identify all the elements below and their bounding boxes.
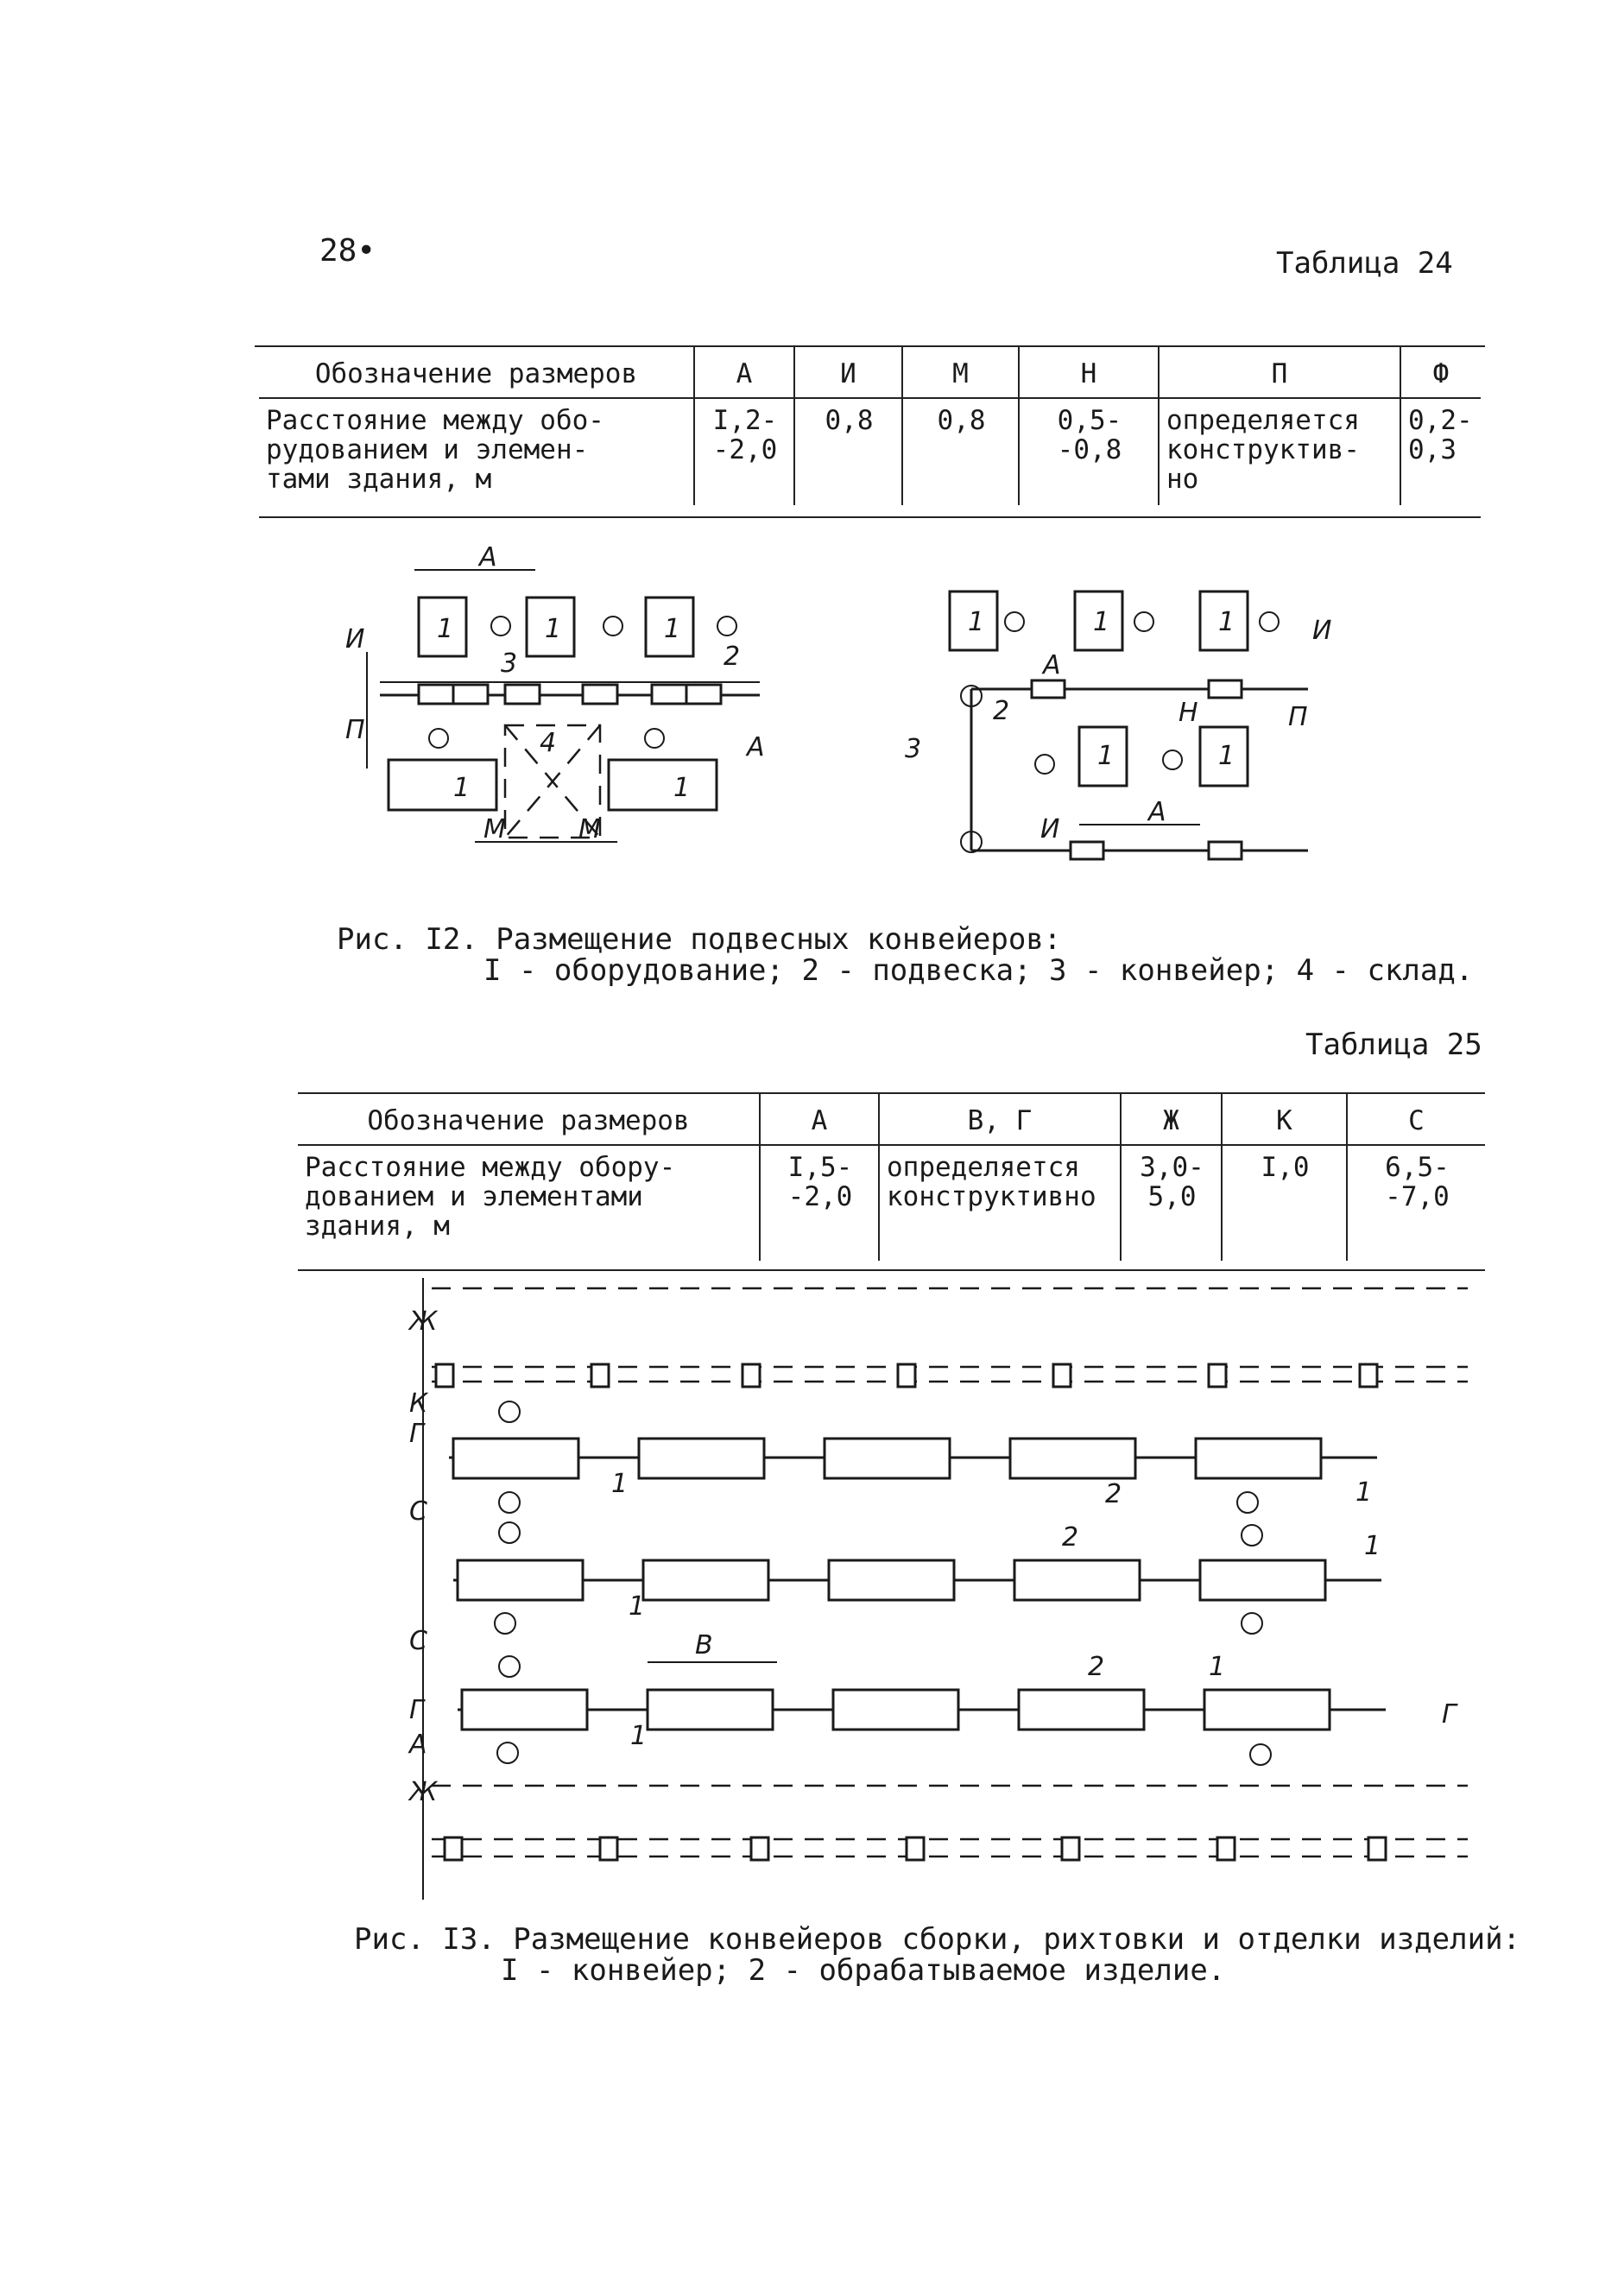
- equipment-number: 1: [1218, 607, 1235, 637]
- figure-12-left-layout: [345, 544, 765, 844]
- workpiece: [1196, 1439, 1321, 1478]
- column-icon: [1260, 612, 1279, 631]
- dimension-label: И: [1312, 616, 1332, 646]
- dimension-label: М: [578, 814, 601, 844]
- column-icon: [1237, 1492, 1258, 1513]
- callout-label: 2: [724, 642, 741, 672]
- column-icon: [1062, 1837, 1079, 1860]
- table-25-header-cell: Обозначение размеров: [298, 1094, 760, 1145]
- hanger: [686, 685, 721, 704]
- equipment-number: 1: [437, 614, 454, 644]
- hanger: [1071, 842, 1103, 859]
- conveyor-line-1: [449, 1439, 1377, 1478]
- equipment-number: 1: [664, 614, 681, 644]
- dimension-label: П: [1288, 702, 1308, 732]
- table-24-value-cell: 0,2- 0,3: [1400, 398, 1481, 505]
- workpiece: [833, 1690, 958, 1730]
- table-24-label: Таблица 24: [1276, 246, 1453, 281]
- column-icon: [429, 729, 448, 748]
- equipment-number: 1: [968, 607, 985, 637]
- conveyor-line-2: [453, 1560, 1381, 1600]
- table-24-value-cell: 0,8: [794, 398, 902, 505]
- workpiece: [1010, 1439, 1135, 1478]
- table-25-param-cell: Расстояние между обору- дованием и элементами здания, м: [305, 1152, 676, 1242]
- equipment-number: 1: [673, 773, 691, 803]
- table-25: [298, 1094, 1485, 1261]
- table-24-header-cell: П: [1159, 347, 1400, 398]
- table-25-header-row: [298, 1094, 1485, 1145]
- dimension-label: М: [483, 814, 506, 844]
- figure-13-caption: [354, 1924, 1520, 1986]
- figure-12-drawing: [328, 544, 1364, 915]
- workpiece: [1204, 1690, 1330, 1730]
- table-24-header-cell: Обозначение размеров: [259, 347, 694, 398]
- column-icon: [1242, 1525, 1262, 1546]
- table-25-value-cell: I,5- -2,0: [760, 1145, 879, 1261]
- dimension-label: А: [479, 544, 497, 572]
- table-25-label: Таблица 25: [1305, 1028, 1482, 1062]
- workpiece: [1200, 1560, 1325, 1600]
- workpiece: [643, 1560, 768, 1600]
- workpiece: [639, 1439, 764, 1478]
- dimension-label: А: [747, 732, 765, 762]
- dimension-label: Ж: [409, 1777, 438, 1807]
- conveyor-line-3: [458, 1690, 1386, 1730]
- column-icon: [742, 1364, 760, 1387]
- table-25-header-cell: Ж: [1121, 1094, 1222, 1145]
- table-24-header-cell: И: [794, 347, 902, 398]
- figure-12-caption-title: Рис. I2. Размещение подвесных конвейеров:: [337, 922, 1062, 957]
- table-24-header-cell: М: [902, 347, 1019, 398]
- page-number: 28•: [319, 233, 376, 269]
- table-24-value-cell: 0,8: [902, 398, 1019, 505]
- table-25-header-cell: К: [1222, 1094, 1347, 1145]
- callout-label: 1: [1355, 1477, 1373, 1508]
- table-24-header-row: [259, 347, 1481, 398]
- dimension-label: Н: [1179, 698, 1198, 728]
- column-icon: [1005, 612, 1024, 631]
- dimension-label: С: [409, 1626, 427, 1656]
- workpiece: [462, 1690, 587, 1730]
- column-icon: [499, 1401, 520, 1422]
- dimension-label: С: [409, 1496, 427, 1527]
- callout-label: 1: [1364, 1531, 1381, 1561]
- table-24-header-cell: Ф: [1400, 347, 1481, 398]
- dimension-label: В: [695, 1630, 713, 1660]
- dimension-label: П: [345, 715, 365, 745]
- column-icon: [1250, 1744, 1271, 1765]
- callout-label: 2: [993, 696, 1010, 726]
- callout-label: 1: [611, 1469, 629, 1499]
- callout-label: 2: [1105, 1479, 1122, 1509]
- column-icon: [591, 1364, 609, 1387]
- table-24-header-cell: Н: [1019, 347, 1159, 398]
- column-icon: [1053, 1364, 1071, 1387]
- hanger: [1032, 680, 1065, 698]
- table-24-value-cell: 0,5- -0,8: [1019, 398, 1159, 505]
- column-icon: [1035, 755, 1054, 774]
- callout-label: 2: [1062, 1522, 1079, 1553]
- workpiece: [1019, 1690, 1144, 1730]
- dimension-label: А: [409, 1730, 427, 1760]
- callout-label: 4: [540, 728, 557, 758]
- dimension-label: И: [345, 624, 365, 655]
- table-25-header-cell: В, Г: [879, 1094, 1121, 1145]
- column-icon: [600, 1837, 617, 1860]
- workpiece: [458, 1560, 583, 1600]
- equipment-number: 1: [1218, 741, 1235, 771]
- column-icon: [499, 1656, 520, 1677]
- dimension-label: А: [1043, 650, 1061, 680]
- table-25-value-cell: 3,0- 5,0: [1121, 1145, 1222, 1261]
- figure-13-caption-title: Рис. I3. Размещение конвейеров сборки, рихтовки и отделки изделий:: [354, 1922, 1521, 1957]
- column-icon: [1134, 612, 1153, 631]
- callout-label: 1: [629, 1591, 646, 1622]
- dimension-label: Г: [1442, 1699, 1457, 1730]
- column-icon: [1209, 1364, 1226, 1387]
- column-icon: [645, 729, 664, 748]
- hanger: [1209, 680, 1242, 698]
- column-icon: [907, 1837, 924, 1860]
- workpiece: [829, 1560, 954, 1600]
- figure-13-drawing: [397, 1269, 1485, 1908]
- equipment-number: 1: [453, 773, 471, 803]
- table-24: [259, 347, 1481, 505]
- column-icon: [1242, 1613, 1262, 1634]
- dimension-label: А: [1148, 797, 1166, 827]
- column-icon: [1163, 750, 1182, 769]
- column-icon: [717, 617, 736, 636]
- equipment-block: [609, 760, 717, 810]
- figure-13-caption-legend: I - конвейер; 2 - обрабатываемое изделие.: [501, 1953, 1226, 1988]
- figure-12-caption-legend: I - оборудование; 2 - подвеска; 3 - конвейер; 4 - склад.: [483, 953, 1474, 988]
- hanger: [1209, 842, 1242, 859]
- table-25-header-cell: С: [1347, 1094, 1485, 1145]
- table-24-value-cell: определяется конструктив- но: [1159, 398, 1400, 505]
- column-icon: [436, 1364, 453, 1387]
- column-icon: [1368, 1837, 1386, 1860]
- table-25-value-cell: определяется конструктивно: [879, 1145, 1121, 1261]
- figure-12-right-layout: [905, 591, 1331, 859]
- column-icon: [499, 1492, 520, 1513]
- table-24-param-cell: Расстояние между обо- рудованием и элемен- тами здания, м: [266, 405, 604, 495]
- table-24-header-cell: А: [694, 347, 794, 398]
- table-25-header-cell: А: [760, 1094, 879, 1145]
- column-icon: [491, 617, 510, 636]
- table-24-bottom-rule: [259, 516, 1481, 518]
- equipment-number: 1: [545, 614, 562, 644]
- dimension-label: Г: [409, 1695, 424, 1725]
- dimension-label: Ж: [409, 1306, 438, 1337]
- table-25-row: [298, 1145, 1485, 1261]
- table-25-value-cell: 6,5- -7,0: [1347, 1145, 1485, 1261]
- equipment-block: [389, 760, 496, 810]
- dimension-label: К: [409, 1388, 428, 1419]
- column-icon: [898, 1364, 915, 1387]
- column-row-top: [436, 1364, 1377, 1387]
- table-24-row: [259, 398, 1481, 505]
- callout-label: 1: [1209, 1652, 1226, 1682]
- column-icon: [1217, 1837, 1235, 1860]
- table-25-value-cell: I,0: [1222, 1145, 1347, 1261]
- hanger: [419, 685, 453, 704]
- equipment-number: 1: [1093, 607, 1110, 637]
- workpiece: [1014, 1560, 1140, 1600]
- column-icon: [497, 1743, 518, 1763]
- workpiece: [453, 1439, 578, 1478]
- callout-label: 3: [905, 734, 922, 764]
- hanger: [453, 685, 488, 704]
- workpiece: [648, 1690, 773, 1730]
- workpiece: [825, 1439, 950, 1478]
- figure-13-layout: [408, 1278, 1468, 1900]
- callout-label: 2: [1088, 1652, 1105, 1682]
- column-icon: [751, 1837, 768, 1860]
- column-icon: [603, 617, 622, 636]
- hanger: [652, 685, 686, 704]
- column-icon: [495, 1613, 515, 1634]
- dimension-label: Г: [409, 1419, 424, 1449]
- column-icon: [1360, 1364, 1377, 1387]
- callout-label: 3: [501, 648, 518, 679]
- equipment-number: 1: [1097, 741, 1115, 771]
- table-24-value-cell: I,2- -2,0: [694, 398, 794, 505]
- figure-12-caption: [337, 924, 1473, 986]
- column-icon: [445, 1837, 462, 1860]
- callout-label: 1: [630, 1721, 648, 1751]
- dimension-label: И: [1040, 814, 1060, 844]
- hanger: [583, 685, 617, 704]
- column-icon: [499, 1522, 520, 1543]
- hanger: [505, 685, 540, 704]
